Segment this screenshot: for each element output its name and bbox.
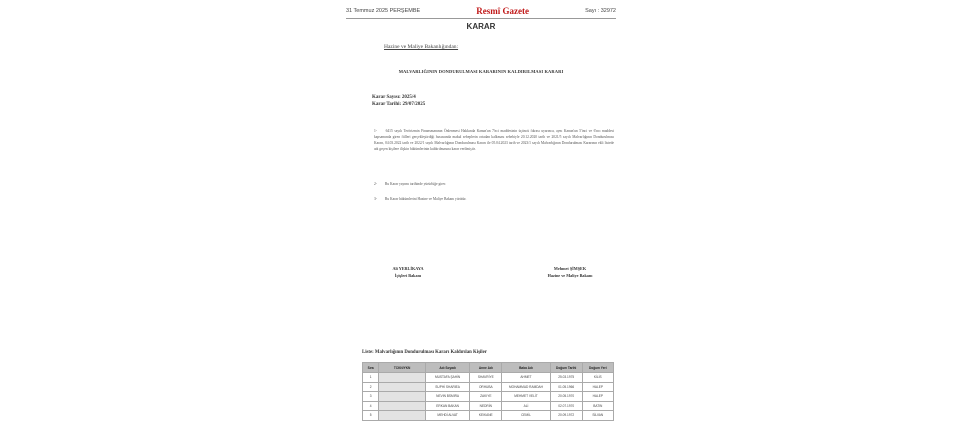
table-row [363,411,614,421]
cell-birthdate: 25.03.1975 [550,373,582,383]
cell-birthplace: HALEP [582,382,613,392]
cell-father: ALİ [502,401,551,411]
annex-title: Liste: Malvarlığının Dondurulması Kararı Kaldırılan Kişiler [362,350,487,355]
column-header: Doğum Tarihi [550,363,582,373]
cell-father: MOHAMMAD RAMDAH [502,382,551,392]
column-header: TCKN/YKN [379,363,426,373]
table-row [363,382,614,392]
paragraph-1 [374,128,614,152]
gazette-header [346,4,616,19]
cell-birthdate: 01.05.1966 [550,382,582,392]
cell-index: 5 [363,411,379,421]
signature-block-interior-minister [368,266,448,279]
cell-mother: SHAVRİYE [470,373,502,383]
cell-index: 1 [363,373,379,383]
cell-tckn-redacted [379,373,426,383]
paragraph-text: Bu Karar hükümlerini Hazine ve Maliye Bakanı yürütür. [384,197,467,201]
cell-birthdate: 02.07.1970 [550,401,582,411]
signatory-name: Ali YERLİKAYA [392,266,424,271]
table-header-row [363,363,614,373]
decision-date: Karar Tarihi: 29/07/2025 [372,101,426,107]
cell-father: AHMET [502,373,551,383]
decision-meta [372,95,425,108]
cell-name: ERKAN BAKAN [425,401,470,411]
cell-index: 3 [363,392,379,402]
column-header: Doğum Yeri [582,363,613,373]
cell-tckn-redacted [379,382,426,392]
cell-birthdate: 20.05.1970 [550,392,582,402]
column-header: Sıra [363,363,379,373]
signatory-title: İçişleri Bakanı [394,272,422,278]
column-header: Anne Adı [470,363,502,373]
cell-birthdate: 20.09.1972 [550,411,582,421]
document-type-heading: KARAR [466,22,496,31]
paragraph-number: 1- [374,129,377,133]
cell-mother: ZAKIYE [470,392,502,402]
paragraph-number: 3- [374,197,377,201]
column-header: Baba Adı [502,363,551,373]
annex-table [362,362,614,421]
cell-tckn-redacted [379,401,426,411]
cell-index: 2 [363,382,379,392]
cell-name: MEHDİ ALVAT [425,411,470,421]
gazette-name: Resmî Gazete [476,6,530,16]
table-row [363,373,614,383]
cell-mother: NEDRİN [470,401,502,411]
cell-mother: KEIKANE [470,411,502,421]
cell-tckn-redacted [379,411,426,421]
cell-birthplace: BATIN [582,401,613,411]
paragraph-number: 2- [374,182,377,186]
cell-mother: ORHUBA [470,382,502,392]
cell-birthplace: HALEP [582,392,613,402]
cell-father: MEHMET VELİT [502,392,551,402]
cell-father: CEMİL [502,411,551,421]
column-header: Adı Soyadı [425,363,470,373]
issuer-line: Hazine ve Maliye Bakanlığından: [384,44,459,50]
paragraph-2 [374,181,614,187]
cell-birthplace: SİLVAN [582,411,613,421]
signature-block-finance-minister [520,266,620,279]
cell-name: SUPHİ SHARIEA [425,382,470,392]
signatory-title: Hazine ve Maliye Bakanı [547,272,593,278]
decision-number: Karar Sayısı: 2025/4 [372,95,416,100]
cell-name: MUSTAFA ŞAHİN [425,373,470,383]
header-date: 31 Temmuz 2025 PERŞEMBE [346,8,421,14]
gazette-page [340,0,622,437]
table-row [363,401,614,411]
decision-title: MALVARLIĞININ DONDURULMASI KARARININ KALDIRILMASI KARARI [398,69,564,74]
cell-index: 4 [363,401,379,411]
signatory-name: Mehmet ŞİMŞEK [553,266,587,271]
paragraph-text: Bu Karar yayımı tarihinde yürürlüğe girer. [384,182,446,186]
cell-tckn-redacted [379,392,426,402]
header-issue: Sayı : 32972 [585,8,616,14]
cell-name: NEVIN BSMIRA [425,392,470,402]
paragraph-text: 6415 sayılı Terörizmin Finansmanının Önlenmesi Hakkında Kanun'un 7'nci maddesinin üçüncü fıkrası uyarınca, aynı Kanun'un 5'inci ve 6'ncı maddesi kapsamında giren fiilleri gerçekleştirdiği hususunda makul sebeplerin ortadan kalkması sebebiyle 20.12.2020 tarih ve 2021/5 sayılı Malvarlığının Dondurulması Kararı, 04.03.2022 tarih ve 2022/1 sayılı Malvarlığının Dondurulması Kararı ile 05.04.2023 tarih ve 2023/1 sayılı Malvarlığının Dondurulması Kararının ekli listede adı geçen kişilere ilişkin hükümlerinin kaldırılmasına karar verilmiştir. [374,129,614,151]
table-row [363,392,614,402]
paragraph-3 [374,196,614,202]
cell-birthplace: KİLİS [582,373,613,383]
